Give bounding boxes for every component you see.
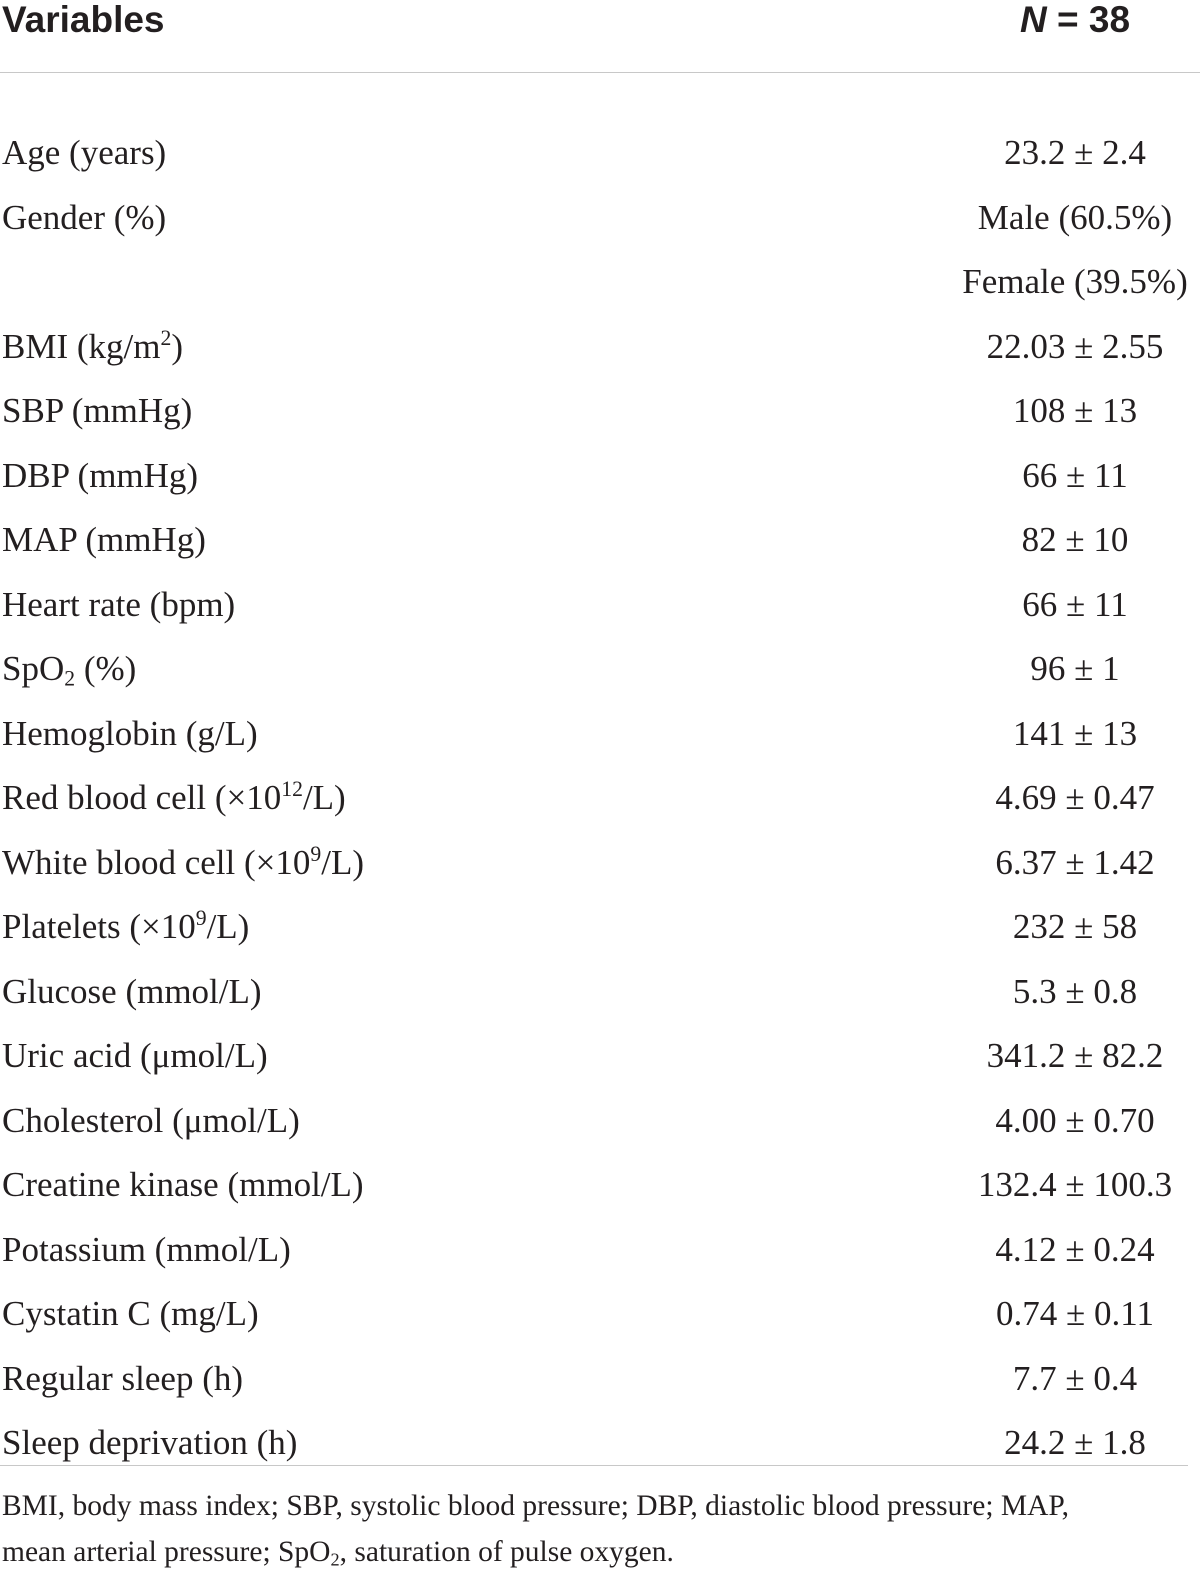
row-value: 66 ± 11 — [1022, 455, 1128, 495]
row-label: Heart rate (bpm) — [2, 584, 236, 624]
label-text: Platelets (×10 — [2, 907, 196, 946]
row-label — [2, 778, 346, 818]
row-label: Cystatin C (mg/L) — [2, 1294, 259, 1333]
row-value: 341.2 ± 82.2 — [986, 1036, 1164, 1075]
row-label: Regular sleep (h) — [2, 1358, 244, 1398]
row-value: 22.03 ± 2.55 — [986, 326, 1164, 366]
footnote-line — [2, 1529, 1192, 1575]
row-value: 7.7 ± 0.4 — [1012, 1358, 1138, 1398]
row-value: 66 ± 11 — [1022, 584, 1128, 624]
row-label — [2, 327, 183, 367]
footnote-line: BMI, body mass index; SBP, systolic blood pressure; DBP, diastolic blood pressure; MAP, — [2, 1490, 1069, 1522]
n-symbol: N — [1019, 0, 1047, 40]
row-value: 82 ± 10 — [1021, 520, 1129, 559]
row-value: 4.12 ± 0.24 — [995, 1229, 1155, 1269]
row-value: Male (60.5%) — [977, 197, 1173, 237]
label-superscript: 9 — [310, 841, 322, 866]
row-label: MAP (mmHg) — [2, 520, 206, 559]
footnote-text: mean arterial pressure; SpO — [2, 1536, 331, 1568]
row-value: 4.00 ± 0.70 — [995, 1100, 1155, 1140]
row-label: Glucose (mmol/L) — [2, 971, 262, 1011]
label-subscript: 2 — [64, 666, 76, 691]
row-label — [2, 843, 364, 883]
row-value: 141 ± 13 — [1012, 713, 1138, 753]
label-text: /L) — [206, 907, 250, 946]
footnote-text: , saturation of pulse oxygen. — [339, 1536, 674, 1568]
row-label: Uric acid (μmol/L) — [2, 1036, 268, 1075]
row-label: Gender (%) — [2, 197, 167, 237]
row-label: Age (years) — [2, 133, 167, 172]
label-text: SpO — [2, 649, 65, 688]
row-label: Sleep deprivation (h) — [2, 1423, 298, 1462]
label-superscript: 9 — [195, 905, 207, 930]
row-label: Creatine kinase (mmol/L) — [2, 1165, 364, 1204]
column-header-n — [1000, 0, 1150, 40]
label-superscript: 12 — [281, 776, 303, 801]
table-header — [0, 0, 1200, 73]
label-text: Red blood cell (×10 — [2, 778, 282, 817]
label-text: ) — [171, 326, 183, 366]
row-value: 24.2 ± 1.8 — [1004, 1423, 1146, 1462]
label-text: BMI (kg/m — [2, 326, 161, 366]
row-label: SBP (mmHg) — [2, 391, 193, 430]
label-text: /L) — [321, 842, 365, 882]
row-label: DBP (mmHg) — [2, 455, 199, 495]
row-value: 0.74 ± 0.11 — [996, 1294, 1154, 1333]
row-value: 23.2 ± 2.4 — [1004, 133, 1146, 172]
row-value: 6.37 ± 1.42 — [995, 842, 1155, 882]
table-body — [0, 73, 1200, 1522]
row-value: 96 ± 1 — [1030, 649, 1120, 688]
label-text: /L) — [302, 778, 346, 817]
label-text: White blood cell (×10 — [2, 842, 311, 882]
row-label — [2, 907, 249, 947]
label-text: (%) — [75, 649, 137, 688]
row-label: Potassium (mmol/L) — [2, 1229, 291, 1269]
row-label: Cholesterol (μmol/L) — [2, 1100, 300, 1140]
row-label — [2, 649, 136, 689]
row-value: 232 ± 58 — [1012, 907, 1138, 946]
row-value: 132.4 ± 100.3 — [977, 1165, 1173, 1204]
row-value: Female (39.5%) — [962, 262, 1188, 301]
row-value: 108 ± 13 — [1012, 391, 1138, 430]
footnote-subscript: 2 — [330, 1549, 340, 1570]
row-value: 5.3 ± 0.8 — [1012, 971, 1138, 1011]
column-header-variables: Variables — [2, 0, 165, 40]
label-superscript: 2 — [160, 325, 172, 350]
row-value: 4.69 ± 0.47 — [995, 778, 1155, 817]
table-footnote — [2, 1483, 1192, 1575]
n-count: = 38 — [1046, 0, 1131, 40]
table-bottom-rule — [0, 1465, 1188, 1466]
row-label: Hemoglobin (g/L) — [2, 713, 258, 753]
